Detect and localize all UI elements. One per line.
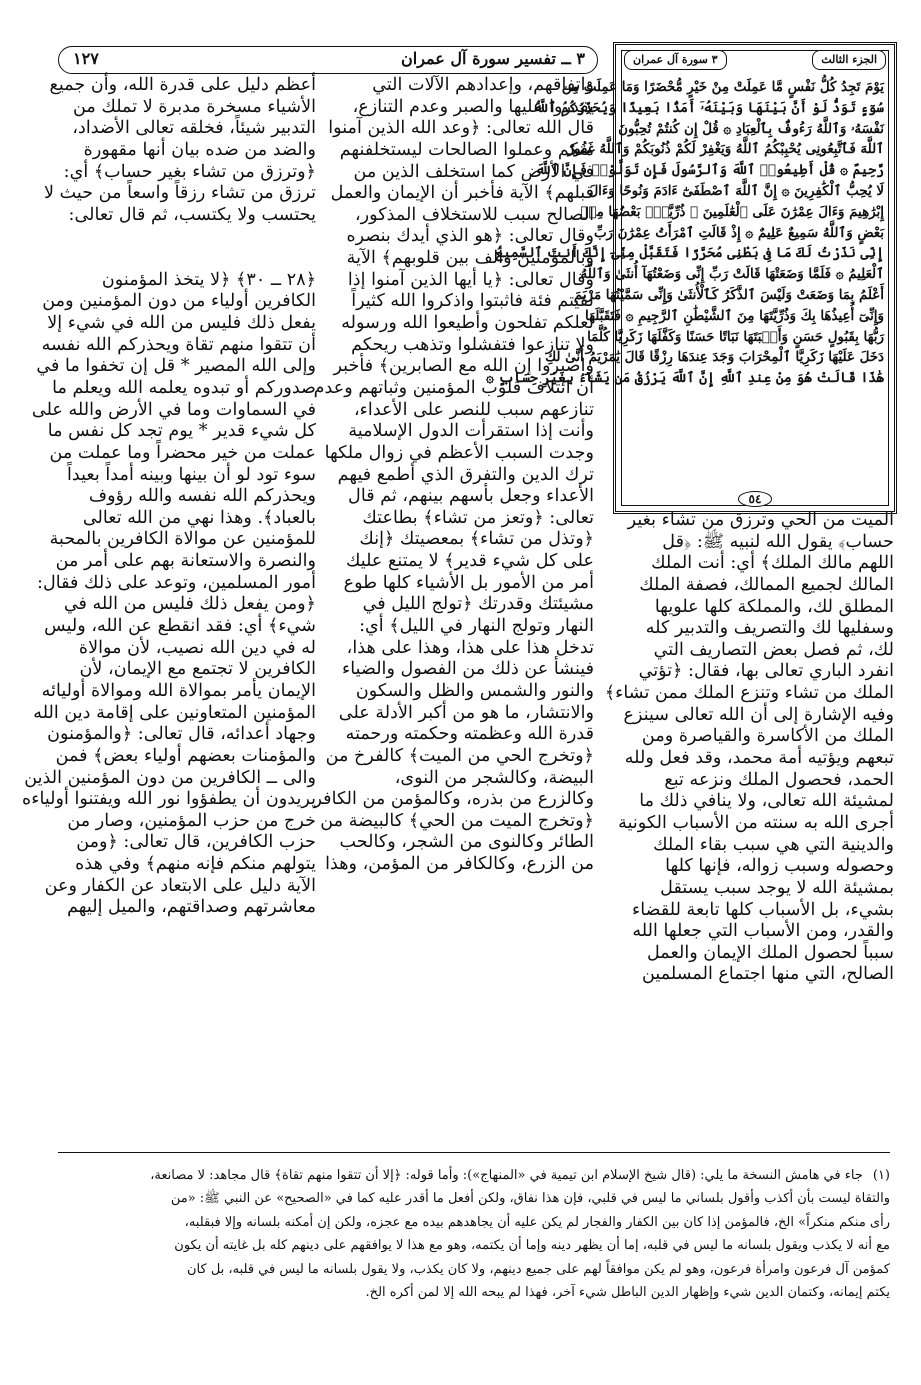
text-line: لعلكم تفلحون وأطيعوا الله ورسوله — [341, 313, 594, 334]
quran-line: نَفْسَهُۥ وَٱللَّهُ رَءُوفٌۢ بِٱلْعِبَادِ ۞ قُلْ إِن كُنتُمْ تُحِبُّونَ — [618, 120, 884, 137]
text-line: والى ــ الكافرين من دون المؤمنين الذين — [24, 767, 316, 788]
text-line: البيضة، وكالشجر من النوى، — [394, 767, 594, 788]
column-right — [604, 510, 894, 986]
quran-page-number: ٥٤ — [738, 491, 773, 507]
text-line: وجهاد أعدائه، قال تعالى: ﴿والمؤمنون — [47, 724, 316, 745]
text-line: وقال تعالى: ﴿يا أيها الذين آمنوا إذا — [347, 269, 594, 290]
text-line: والدينية التي هي سبب بقاء الملك — [653, 834, 894, 855]
quran-line: يَوْمَ تَجِدُ كُلُّ نَفْسٍ مَّا عَمِلَتْ مِنْ خَيْرٍ مُّحْضَرًا وَمَا عَمِلَتْ مِن — [561, 79, 884, 95]
quran-line: ٱلْعَلِيمُ ۞ فَلَمَّا وَضَعَتْهَا قَالَتْ رَبِّ إِنِّى وَضَعْتُهَآ أُنثَىٰ وَٱللَّهُ — [580, 266, 884, 283]
text-line: يقدروا عليها والصبر وعدم التنازع، — [352, 96, 594, 117]
text-line: الكافرين لا تجتمع مع الإيمان، لأن — [79, 659, 316, 680]
text-line: وبالمؤمنين وألف بين قلوبهم﴾ الآية — [346, 248, 594, 269]
text-line: الأشياء مسخرة مدبرة لا تملك من — [72, 96, 316, 117]
text-line: وحصوله وسبب زواله، فإنها كلها — [665, 856, 894, 877]
text-line: الإيمان يأمر بموالاة الله وموالاة أوليائه — [41, 680, 316, 701]
quran-line: وَإِنِّىٓ أُعِيذُهَا بِكَ وَذُرِّيَّتَهَا مِنَ ٱلشَّيْطَٰنِ ٱلرَّجِيمِ ۞ فَتَقَبَّلَهَا — [584, 307, 884, 324]
juz-label: الجزء الثالث — [812, 50, 886, 70]
text-line: الملك من تشاء وتنزع الملك ممن تشاء﴾ — [604, 683, 894, 704]
text-line: حساب﴾ يقول الله لنبيه ﷺ: ﴿قل — [662, 531, 894, 552]
text-line: المالك لجميع الممالك، فصفة الملك — [639, 574, 894, 595]
text-line: النهار وتولج النهار في الليل﴾ أي: — [359, 616, 594, 637]
text-line: المؤمنين المتعاونين على إقامة دين الله — [33, 702, 316, 723]
text-line: تنازعهم سبب للنصر على الأعداء، — [353, 399, 594, 420]
text-line: معاشرتهم وصداقتهم، والميل إليهم — [67, 897, 316, 918]
text-line: يحتسب ولا يكتسب، ثم قال تعالى: — [68, 204, 316, 225]
text-line: اللهم مالك الملك﴾ أي: أنت الملك — [651, 553, 894, 574]
text-line: ﴿وتخرج الميت من الحي﴾ كالبيضة من — [320, 810, 594, 831]
text-line: والمؤمنات بعضهم أولياء بعض﴾ فمن — [55, 745, 316, 766]
text-line: والضد من ضده بيان أنها مقهورة — [83, 139, 316, 160]
text-line: أعظم دليل على قدرة الله، وأن جميع — [49, 75, 316, 95]
footnote-line — [60, 1164, 890, 1187]
text-line: تدخل هذا على هذا، وهذا على هذا، — [346, 637, 594, 658]
text-line: وكالزرع من بذره، وكالمؤمن من الكافر — [313, 789, 594, 810]
text-line: والنور والشمس والظل والسكون — [355, 680, 594, 701]
text-line: ترزق من تشاء رزقاً واسعاً من حيث لا — [44, 183, 316, 204]
text-line: في الأرض كما استخلف الذين من — [353, 161, 594, 182]
quran-line: لَا يُحِبُّ ٱلْكَٰفِرِينَ ۞ إِنَّ ٱللَّهَ ٱصْطَفَىٰٓ ءَادَمَ وَنُوحًا وَءَالَ — [588, 182, 884, 199]
text-line: الصالح سبب للاستخلاف المذكور، — [355, 204, 594, 225]
footnote-text: جاء في هامش النسخة ما يلي: (قال شيخ الإسلام ابن تيمية في «المنهاج»): وأما قوله: ﴿إلا أن تتقوا منهم تقاة﴾ قال مجاهد: لا مصانعة، — [150, 1168, 863, 1183]
text-line: قدرة الله وعظمته وحكمته ورحمته — [345, 724, 594, 745]
text-line: تبعهم ويؤتيه أمة محمد، وقد فعل ولله — [624, 748, 894, 769]
quran-page-marker — [616, 491, 894, 507]
footnote-separator — [58, 1152, 890, 1153]
quran-line: ٱللَّهَ فَٱتَّبِعُونِى يُحْبِبْكُمُ ٱللَّهُ وَيَغْفِرْ لَكُمْ ذُنُوبَكُمْ وَٱللَّهُ غَفُورٌ — [567, 141, 884, 158]
text-line: يريدون أن يطفؤوا نور الله ويفتنوا أولياءه — [22, 789, 316, 810]
text-line: الصالح، التي منها اجتماع المسلمين — [642, 964, 894, 985]
text-line: ويحذركم الله نفسه والله رؤوف — [88, 486, 316, 507]
text-line: فينشأ عن ذلك من الفصول والضياء — [342, 659, 594, 680]
text-line: ﴿وترزق من تشاء بغير حساب﴾ أي: — [63, 161, 316, 182]
text-line: وإلى الله المصير * قل إن تخفوا ما في — [36, 356, 316, 377]
text-line: الملك من الأكاسرة والقياصرة ومن — [641, 726, 894, 747]
footnote — [60, 1164, 890, 1304]
quran-line: رَبُّهَا بِقَبُولٍ حَسَنٍ وَأَنۢبَتَهَا نَبَاتًا حَسَنًا وَكَفَّلَهَا زَكَرِيَّا كُلَّمَا — [587, 328, 884, 345]
column-middle — [313, 75, 594, 876]
text-line: لقيتم فئة فاثبتوا واذكروا الله كثيراً — [351, 291, 594, 312]
text-line: وأنت إذا استقرأت الدول الإسلامية — [348, 421, 594, 442]
text-line: التدبير شيئاً، فخلقه تعالى الأضداد، — [72, 118, 316, 139]
text-line: الأعداء وجعل بأسهم بينهم، ثم قال — [348, 486, 594, 507]
text-line: شيء﴾ أي: فقد انقطع عن الله، وليس — [44, 616, 316, 637]
text-line: المطلق لك، والمملكة كلها علويها — [654, 596, 894, 617]
footnote-line: مع أنه لا يكذب ويقول بلسانه ما ليس في قلبه، إما أن يظهر دينه وإما أن يكتمه، وهو مع هذا لا يوافقهم على دينهم كله بل غايته أن يكون — [174, 1238, 890, 1254]
text-line — [58, 248, 316, 270]
text-line: سبباً لحصول الملك الإيمان والعمل — [646, 942, 894, 963]
text-line: سوء تود لو أن بينها وبينه أمداً بعيداً — [66, 464, 316, 485]
text-line: أمر من الأمور بل الأشياء كلها طوع — [343, 572, 594, 593]
text-line: الميت من الحي وترزق من تشاء بغير — [627, 510, 894, 530]
quran-line: سُوٓءٍ تَوَدُّ لَوْ أَنَّ بَيْنَهَا وَبَيْنَهُۥٓ أَمَدًۢا بَعِيدًا وَيُحَذِّرُكُمُ ٱللَّهُ — [532, 99, 884, 116]
footnote-line: كمؤمن آل فرعون وامرأة فرعون، وهو لم يكن موافقاً لهم على جميع دينهم، ولا كان يكذب، ولا يقول بلسانه ما ليس في قلبه، بل كان — [187, 1261, 890, 1277]
text-line: أن ائتلاف قلوب المؤمنين وثباتهم وعدم — [313, 377, 594, 398]
text-line: وقال تعالى: ﴿هو الذي أيدك بنصره — [346, 226, 594, 247]
text-line: يتولهم منكم فإنه منهم﴾ وفي هذه — [75, 854, 316, 875]
text-line: ﴿وتذل من تشاء﴾ بمعصيتك ﴿إنك — [359, 529, 594, 550]
quran-line: إِنِّى نَذَرْتُ لَكَ مَا فِى بَطْنِى مُحَرَّرًا فَتَقَبَّلْ مِنِّىٓ إِنَّكَ أَنتَ ٱلسَّمِيعُ — [495, 245, 884, 262]
text-line: ﴿وتخرج الحي من الميت﴾ كالفرخ من — [325, 745, 594, 766]
quran-line: دَخَلَ عَلَيْهَا زَكَرِيَّا ٱلْمِحْرَابَ وَجَدَ عِندَهَا رِزْقًا قَالَ يَٰمَرْيَمُ أَنَّىٰ لَكِ — [545, 349, 884, 366]
text-line: أن تتقوا منهم تقاة ويحذركم الله نفسه — [41, 334, 316, 355]
text-line: تعالى: ﴿وتعز من تشاء﴾ بطاعتك — [362, 507, 594, 528]
text-line: ﴿ومن يفعل ذلك فليس من الله في — [63, 594, 316, 615]
text-line: وجدت السبب الأعظم في زوال ملكها — [324, 442, 594, 463]
text-line — [58, 226, 316, 248]
text-line: الحمد، فحصول الملك ونزعه تبع — [664, 769, 894, 790]
text-line: مشيئتك وقدرتك ﴿تولج الليل في — [362, 594, 594, 615]
text-line: خرج من حزب المؤمنين، وصار من — [67, 810, 316, 831]
text-line: قبلهم﴾ الآية فأخبر أن الإيمان والعمل — [330, 183, 594, 204]
text-line: لمشيئة الله تعالى، ولا ينافي ذلك ما — [639, 791, 894, 812]
quran-line: أَعْلَمُ بِمَا وَضَعَتْ وَلَيْسَ ٱلذَّكَرُ كَٱلْأُنثَىٰ وَإِنِّى سَمَّيْتُهَا مَرْيَمَ — [573, 286, 884, 303]
text-line: ترك الدين والتفرق الذي أطمع فيهم — [337, 464, 594, 485]
text-line: بشيء، بل الأسباب كلها تابعة للقضاء — [631, 899, 894, 920]
text-line: من الزرع، وكالكافر من المؤمن، وهذا — [325, 854, 594, 875]
quran-verses — [486, 77, 884, 389]
text-line: والانتشار، ما هو من أكبر الأدلة على — [338, 702, 594, 723]
text-line: الكافرين أولياء من دون المؤمنين ومن — [42, 291, 316, 312]
text-line: والقدر، ومن الأسباب التي جعلها الله — [632, 921, 894, 942]
text-line: على كل شيء قدير﴾ لا يمتنع عليك — [345, 551, 594, 572]
page-number: ١٢٧ — [73, 49, 99, 68]
footnote-line: يكتم إيمانه، وكتمان الدين شيء وإظهار الدين الباطل شيء آخر، فهذا لم يبحه الله إلا لمن أكره الخ. — [365, 1284, 890, 1300]
text-line: ولا تنازعوا فتفشلوا وتذهب ريحكم — [351, 334, 594, 355]
text-line: منكم وعملوا الصالحات ليستخلفنهم — [339, 139, 594, 160]
text-line: قال الله تعالى: ﴿وعد الله الذين آمنوا — [328, 118, 594, 139]
quran-line: رَّحِيمٌ ۞ قُلْ أَطِيعُوا۟ ٱللَّهَ وَٱلرَّسُولَ فَإِن تَوَلَّوْا۟ فَإِنَّ ٱللَّهَ — [535, 162, 884, 179]
text-line: في السماوات وما في الأرض والله على — [31, 399, 316, 420]
column-left — [22, 75, 316, 919]
text-line: صدوركم أو تبدوه يعلمه الله ويعلم ما — [52, 377, 316, 398]
quran-line: بَعْضٍ وَٱللَّهُ سَمِيعٌ عَلِيمٌ ۞ إِذْ قَالَتِ ٱمْرَأَتُ عِمْرَٰنَ رَبِّ — [593, 224, 884, 241]
header-title: ٣ ــ تفسير سورة آل عمران — [401, 49, 585, 68]
text-line: للمؤمنين عن موالاة الكافرين بالمحبة — [49, 529, 316, 550]
text-line: والنصرة والاستعانة بهم على أمر من — [55, 551, 316, 572]
text-line: وسفليها لك والتصريف والتدبير كله — [645, 618, 894, 639]
text-line: أمور المسلمين، وتوعد على ذلك فقال: — [37, 572, 316, 593]
text-line: كل شيء قدير * يوم تجد كل نفس ما — [47, 421, 316, 442]
text-line: وفيه الإشارة إلى أن الله تعالى سينزع — [623, 704, 894, 725]
text-line: بمشيئة الله لا يوجد سبب يستقل — [660, 877, 894, 898]
text-line: أجرى الله به سنته من الأسباب الكونية — [618, 812, 894, 833]
text-line: له في دين الله نصيب، لأن موالاة — [78, 637, 316, 658]
text-line: لك، ثم فصل بعض التصاريف التي — [653, 639, 894, 660]
text-line: الطائر وكالنوى من الشجر، وكالحب — [339, 832, 594, 853]
text-line: واتفاقهم، وإعدادهم الآلات التي — [372, 75, 594, 95]
text-line: حزب الكافرين، قال تعالى: ﴿ومن — [76, 832, 316, 853]
running-header — [58, 46, 598, 74]
text-line: يفعل ذلك فليس من الله في شيء إلا — [47, 313, 316, 334]
text-line: انفرد الباري تعالى بها، فقال: ﴿تؤتي — [638, 661, 894, 682]
footnote-number: (١) — [872, 1168, 890, 1183]
footnote-line: والتقاة ليست بأن أكذب وأقول بلساني ما ليس في قلبي، فإن هذا نفاق، ولكن أفعل ما أقدر عليه كما في «الصحيح» عن النبي ﷺ: «من — [170, 1191, 890, 1207]
text-line: ﴿٢٨ ــ ٣٠﴾ ﴿لا يتخذ المؤمنون — [101, 269, 316, 290]
text-line: الآية دليل على الابتعاد عن الكفار وعن — [44, 875, 316, 896]
surah-label: ٣ سورة آل عمران — [624, 50, 727, 70]
text-line: واصبروا إن الله مع الصابرين﴾ فأخبر — [333, 356, 594, 377]
quran-box-header — [624, 50, 886, 70]
quran-line: إِبْرَٰهِيمَ وَءَالَ عِمْرَٰنَ عَلَى ٱلْعَٰلَمِينَ ۞ ذُرِّيَّةًۢ بَعْضُهَا مِنۢ — [580, 203, 884, 220]
text-line: بالعباد﴾. وهذا نهي من الله تعالى — [82, 507, 316, 528]
text-line: عملت من خير محضراً وما عملت من — [49, 442, 316, 463]
footnote-line: رأى منكم منكراً» الخ، فالمؤمن إذا كان بين الكفار والفجار لم يكن عليه أن يجاهدهم بيده مع عجزه، ولكن إن أمكنه بلسانه وإلا فبقلبه، — [184, 1214, 890, 1230]
quran-line: هَٰذَا قَالَتْ هُوَ مِنْ عِندِ ٱللَّهِ إِنَّ ٱللَّهَ يَرْزُقُ مَن يَشَآءُ بِغَيْرِ حِسَابٍ ۞ — [486, 370, 884, 387]
